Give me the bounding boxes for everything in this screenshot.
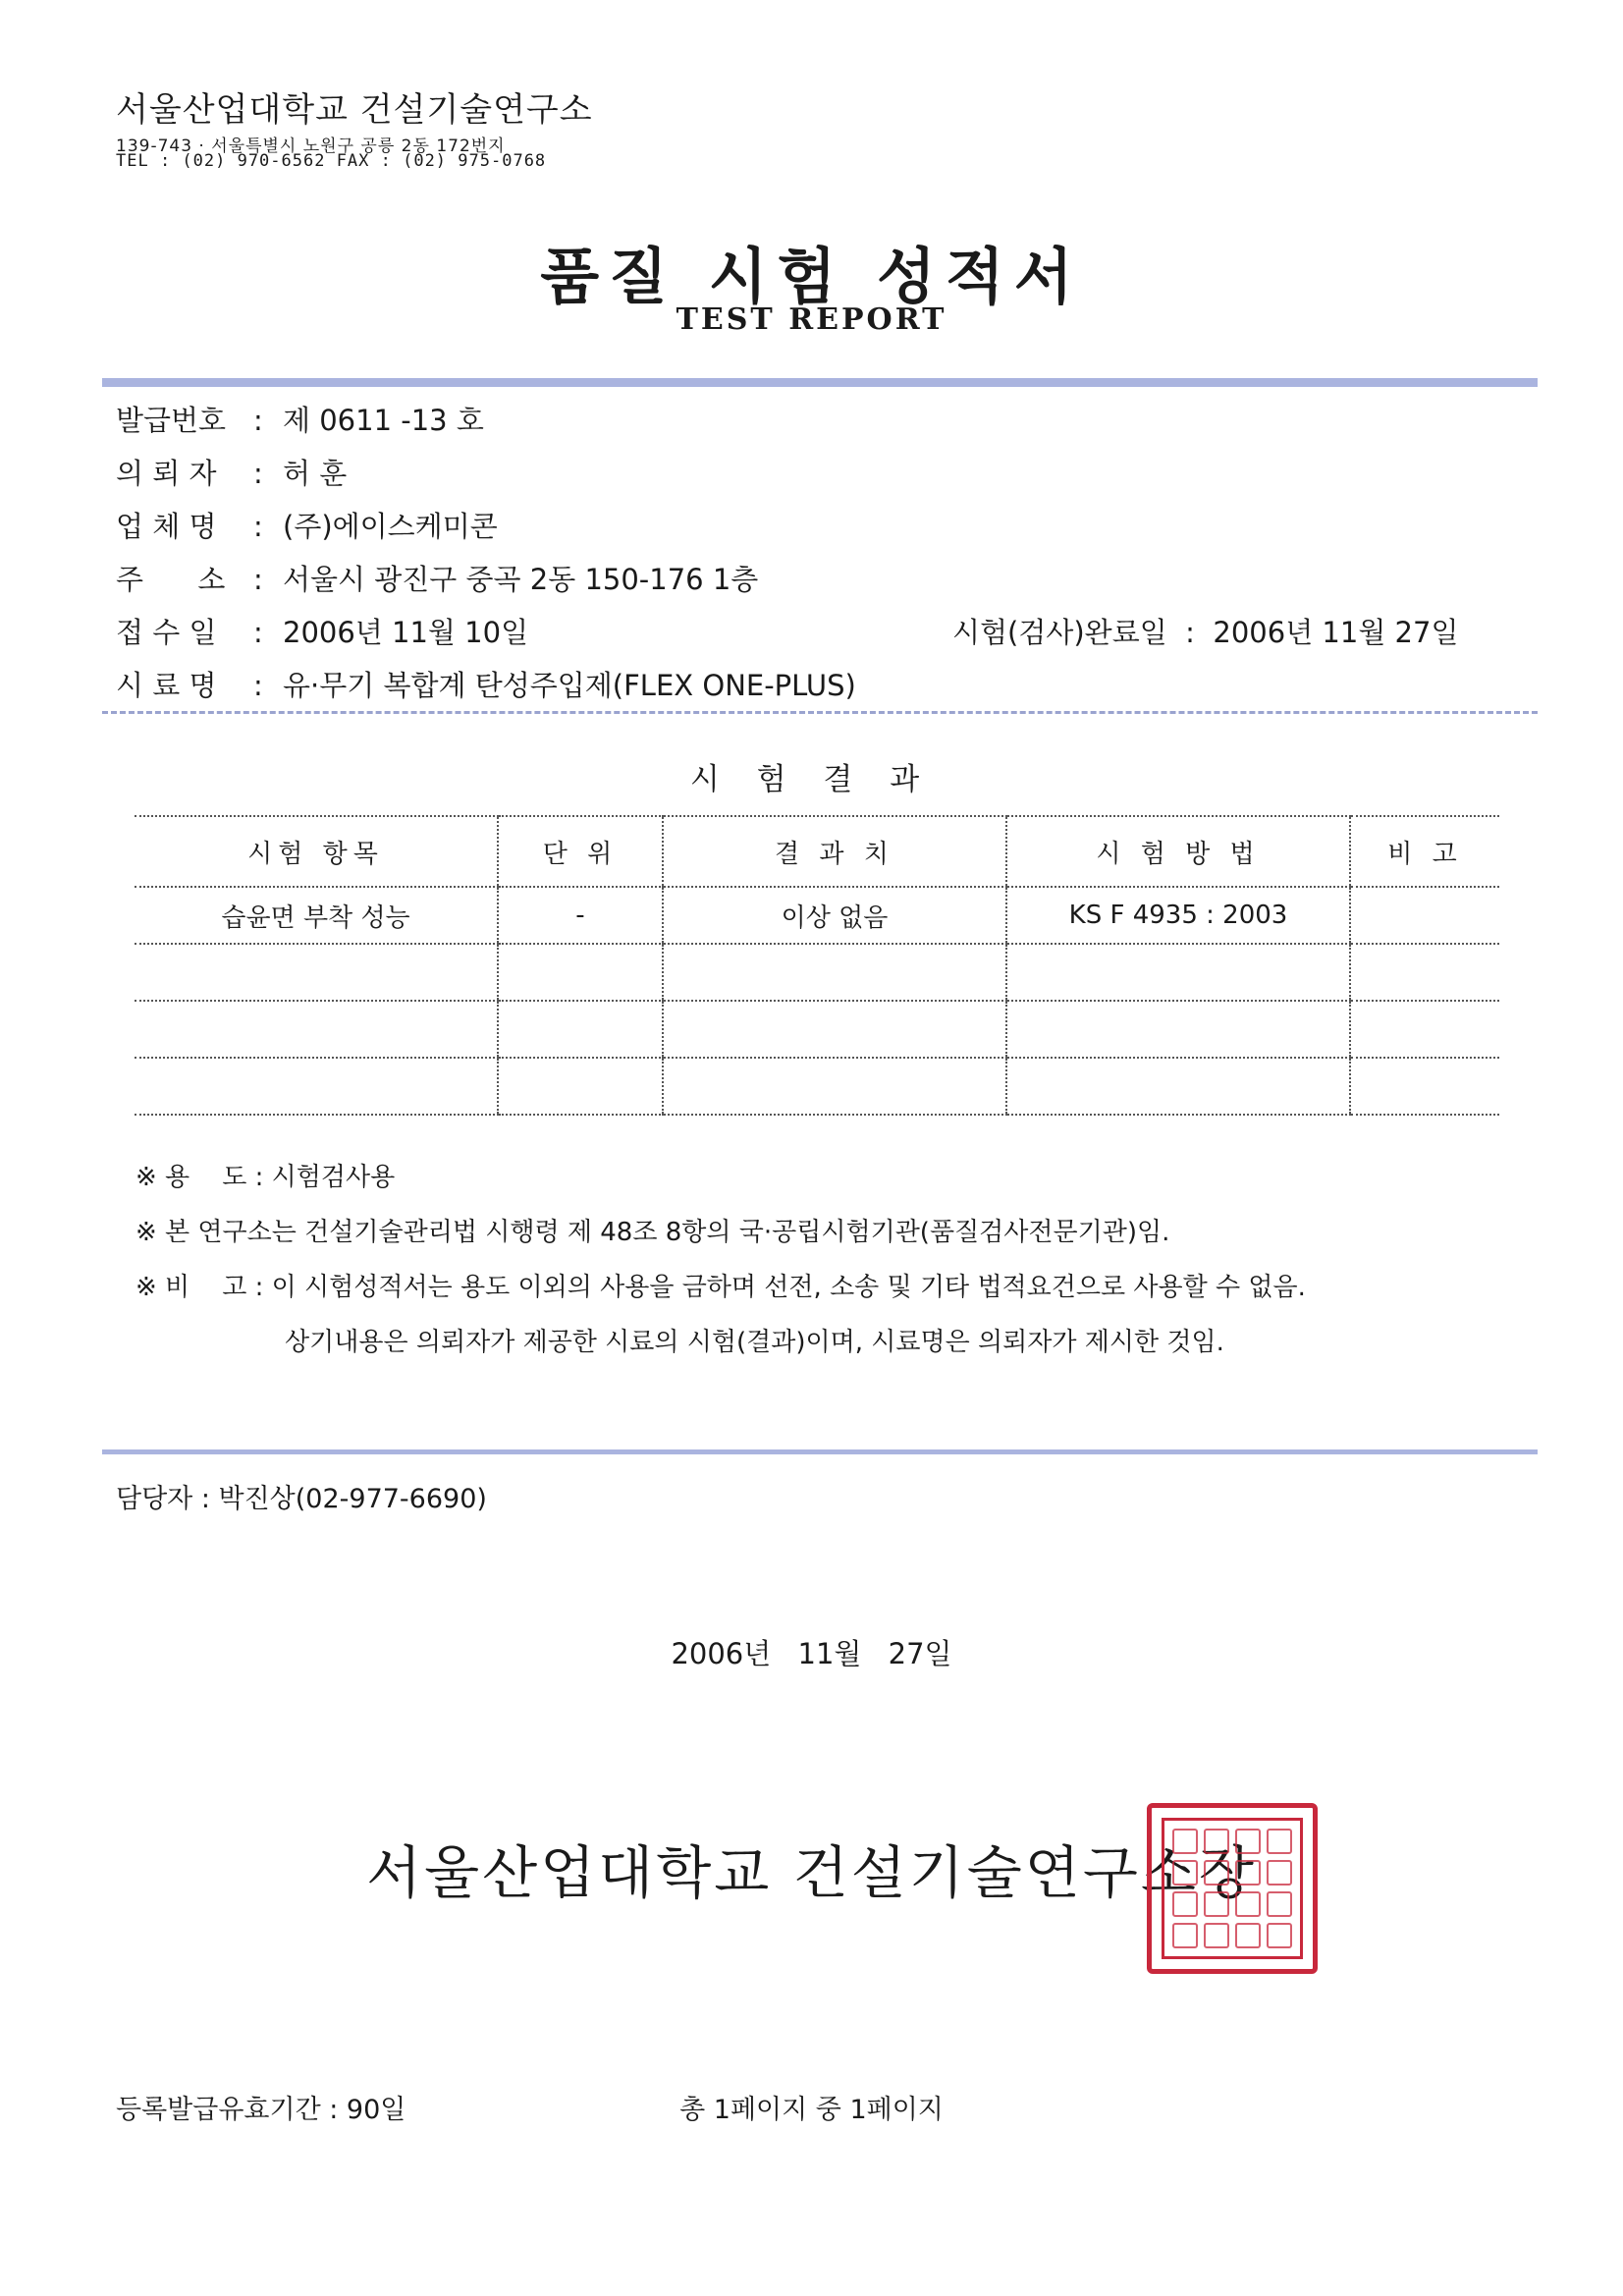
page-count: 총 1페이지 중 1페이지: [679, 2095, 944, 2125]
official-seal-icon: [1147, 1803, 1318, 1974]
contact-person: 담당자 : 박진상(02-977-6690): [116, 1484, 487, 1514]
note-remark-continued: 상기내용은 의뢰자가 제공한 시료의 시험(결과)이며, 시료명은 의뢰자가 제시한 것임.: [285, 1328, 1224, 1357]
cell-remark: [1350, 944, 1499, 1001]
completed-row: 시험(검사)완료일 : 2006년 11월 27일: [952, 616, 1459, 649]
cell-result: [663, 944, 1006, 1001]
client-row: 의 뢰 자 : 허 훈: [116, 452, 347, 492]
company-value: (주)에이스케미콘: [283, 510, 498, 543]
org-contact: TEL : (02) 970-6562 FAX : (02) 975-0768: [116, 151, 547, 171]
received-value: 2006년 11월 10일: [283, 616, 529, 649]
bottom-divider: [102, 1449, 1538, 1454]
issue-number-label: 발급번호: [116, 404, 227, 437]
sample-row: 시 료 명 : 유·무기 복합계 탄성주입제(FLEX ONE-PLUS): [116, 664, 856, 704]
sample-value: 유·무기 복합계 탄성주입제(FLEX ONE-PLUS): [283, 669, 856, 702]
cell-unit: [498, 1001, 663, 1058]
top-divider: [102, 378, 1538, 387]
cell-unit: [498, 944, 663, 1001]
cell-test-item: [135, 1001, 498, 1058]
header-test-item: 시험 항목: [135, 816, 498, 887]
issue-date: 2006년 11월 27일: [671, 1637, 952, 1670]
cell-unit: [498, 1058, 663, 1115]
table-row: [135, 1058, 1499, 1115]
issuer-name: 서울산업대학교 건설기술연구소장: [366, 1839, 1257, 1906]
cell-test-item: [135, 1058, 498, 1115]
sample-label: 시 료 명: [116, 669, 217, 702]
company-row: 업 체 명 : (주)에이스케미콘: [116, 505, 498, 545]
cell-test-item: [135, 944, 498, 1001]
cell-remark: [1350, 1001, 1499, 1058]
address-row: 주 소 : 서울시 광진구 중곡 2동 150-176 1층: [116, 558, 758, 598]
address-value: 서울시 광진구 중곡 2동 150-176 1층: [283, 563, 759, 596]
page-title: 품질 시험 성적서: [540, 241, 1083, 312]
table-row: [135, 944, 1499, 1001]
client-label: 의 뢰 자: [116, 457, 217, 490]
validity-period: 등록발급유효기간 : 90일: [116, 2095, 406, 2125]
header-method: 시 험 방 법: [1006, 816, 1350, 887]
header-remark: 비 고: [1350, 816, 1499, 887]
note-usage: ※ 용 도 : 시험검사용: [135, 1163, 396, 1192]
org-name: 서울산업대학교 건설기술연구소: [116, 90, 593, 130]
issue-number-value: 제 0611 -13 호: [283, 404, 484, 437]
cell-method: [1006, 1058, 1350, 1115]
cell-result: [663, 1058, 1006, 1115]
cell-method: KS F 4935 : 2003: [1006, 887, 1350, 944]
note-remark: ※ 비 고 : 이 시험성적서는 용도 이외의 사용을 금하며 선전, 소송 및 기타 법적요건으로 사용할 수 없음.: [135, 1273, 1306, 1302]
completed-label: 시험(검사)완료일: [952, 616, 1167, 649]
received-row: 접 수 일 : 2006년 11월 10일: [116, 611, 528, 651]
completed-value: 2006년 11월 27일: [1213, 616, 1459, 649]
address-label: 주 소: [116, 563, 226, 596]
cell-result: 이상 없음: [663, 887, 1006, 944]
info-divider: [102, 711, 1538, 714]
cell-method: [1006, 944, 1350, 1001]
company-label: 업 체 명: [116, 510, 217, 543]
issue-number-row: 발급번호 : 제 0611 -13 호: [116, 399, 484, 439]
cell-method: [1006, 1001, 1350, 1058]
cell-remark: [1350, 1058, 1499, 1115]
note-institute: ※ 본 연구소는 건설기술관리법 시행령 제 48조 8항의 국·공립시험기관(품질검사전문기관)임.: [135, 1218, 1170, 1247]
received-label: 접 수 일: [116, 616, 217, 649]
cell-unit: -: [498, 887, 663, 944]
client-value: 허 훈: [283, 457, 348, 490]
header-result: 결 과 치: [663, 816, 1006, 887]
results-title: 시 험 결 과: [689, 762, 934, 797]
header-unit: 단 위: [498, 816, 663, 887]
org-address: 139-743 · 서울특별시 노원구 공릉 2동 172번지: [116, 137, 506, 156]
table-row: [135, 887, 1499, 944]
cell-result: [663, 1001, 1006, 1058]
cell-remark: [1350, 887, 1499, 944]
cell-test-item: 습윤면 부착 성능: [135, 887, 498, 944]
table-row: [135, 1001, 1499, 1058]
table-header-row: [135, 816, 1499, 887]
page-subtitle: TEST REPORT: [676, 302, 947, 337]
results-table: [135, 815, 1499, 1116]
